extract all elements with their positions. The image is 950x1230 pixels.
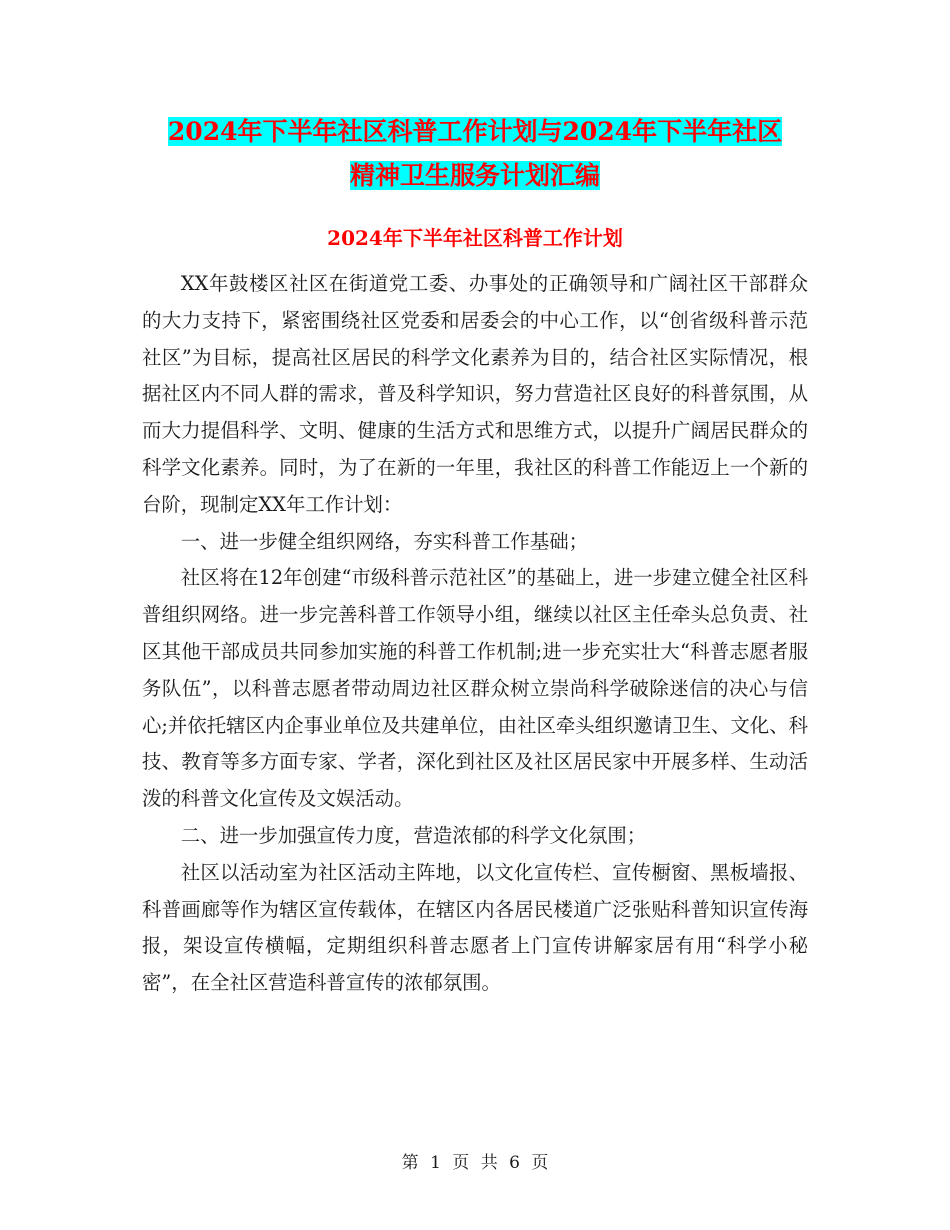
paragraph-heading-1: 一、进一步健全组织网络，夯实科普工作基础； [180,529,588,553]
paragraph-publicity: 社区以活动室为社区活动主阵地，以文化宣传栏、宣传橱窗、黑板墙报、科普画廊等作为辖区宣传载体，在辖区内各居民楼道广泛张贴科普知识宣传海报，架设宣传横幅，定期组织科普志愿者上门宣传讲解家居有用“科学小秘密”，在全社区营造科普宣传的浓郁氛围。 [142,860,808,995]
paragraph-intro: XX年鼓楼区社区在街道党工委、办事处的正确领导和广阔社区干部群众的大力支持下，紧密围绕社区党委和居委会的中心工作，以“创省级科普示范社区”为目标，提高社区居民的科学文化素养为目的，结合社区实际情况，根据社区内不同人群的需求，普及科学知识，努力营造社区良好的科普氛围，从而大力提倡科学、文明、健康的生活方式和思维方式，以提升广阔居民群众的科学文化素养。同时，为了在新的一年里，我社区的科普工作能迈上一个新的台阶，现制定XX年工作计划： [142,272,808,516]
paragraph-organization: 社区将在12年创建“市级科普示范社区”的基础上，进一步建立健全社区科普组织网络。进一步完善科普工作领导小组，继续以社区主任牵头总负责、社区其他干部成员共同参加实施的科普工作机制;进一步充实壮大“科普志愿者服务队伍”，以科普志愿者带动周边社区群众树立崇尚科学破除迷信的决心与信心;并依托辖区内企事业单位及共建单位，由社区牵头组织邀请卫生、文化、科技、教育等多方面专家、学者，深化到社区及社区居民家中开展多样、生动活泼的科普文化宣传及文娱活动。 [142,566,808,811]
page-footer: 第 1 页 共 6 页 [401,1153,549,1173]
section-title: 2024年下半年社区科普工作计划 [327,226,623,250]
paragraph-heading-2: 二、进一步加强宣传力度，营造浓郁的科学文化氛围； [180,823,647,847]
document-title-line-1: 2024年下半年社区科普工作计划与2024年下半年社区 [167,117,783,146]
document-body [142,266,808,1002]
document-title-line-2: 精神卫生服务计划汇编 [349,161,600,190]
